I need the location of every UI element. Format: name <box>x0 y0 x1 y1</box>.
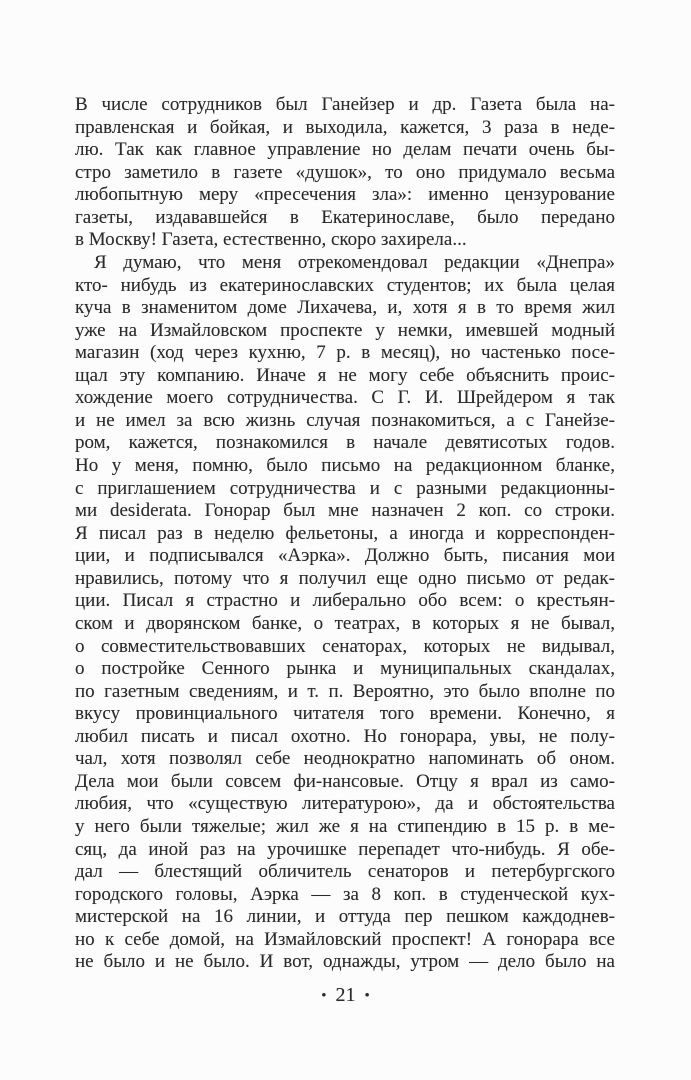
text-line: сяц, да иной раз на урочишке перепадет что-нибудь. Я обе- <box>75 838 615 860</box>
paragraph <box>75 94 615 252</box>
text-line: кто- нибудь из екатеринославских студентов; их была целая <box>75 274 615 296</box>
text-line: любия, что «существую литературою», да и обстоятельства <box>75 793 615 815</box>
text-line: ском и дворянском банке, о театрах, в которых я не бывал, <box>75 612 615 634</box>
text-line: магазин (ход через кухню, 7 р. в месяц), но частенько посе- <box>75 342 615 364</box>
text-line: вкусу провинциального читателя того времени. Конечно, я <box>75 703 615 725</box>
text-line: стро заметило в газете «душок», то оно придумало весьма <box>75 161 615 183</box>
text-line: газеты, издававшейся в Екатеринославе, было передано <box>75 206 615 228</box>
text-line: Я думаю, что меня отрекомендовал редакции «Днепра» <box>94 251 615 273</box>
text-line: дал — блестящий обличитель сенаторов и петербургского <box>75 861 615 883</box>
text-line: Я писал раз в неделю фельетоны, а иногда и корреспонден- <box>75 522 615 544</box>
text-line: о постройке Сенного рынка и муниципальных скандалах, <box>75 658 615 680</box>
text-line: чал, хотя позволял себе неоднократно напоминать об оном. <box>75 748 615 770</box>
text-line: любопытную меру «пресечения зла»: именно цензурование <box>75 184 615 206</box>
page-number-left-bullet: • <box>321 987 327 1004</box>
text-line: не было и не было. И вот, однажды, утром — дело было на <box>75 951 615 973</box>
paragraph <box>75 252 615 974</box>
page-number-right-bullet: • <box>364 987 370 1004</box>
text-line: Но у меня, помню, было письмо на редакционном бланке, <box>75 455 615 476</box>
page-number <box>0 984 691 1007</box>
text-line: ции, и подписывался «Аэрка». Должно быть, писания мои <box>75 545 615 567</box>
text-line: ции. Писал я страстно и либерально обо всем: о крестьян- <box>75 590 615 612</box>
text-line: нравились, потому что я получил еще одно письмо от редак- <box>75 567 615 589</box>
text-line: мистерской на 16 линии, и оттуда пер пешком каждоднев- <box>75 906 615 928</box>
text-line: В числе сотрудников был Ганейзер и др. Газета была на- <box>75 94 615 115</box>
text-line: и не имел за всю жизнь случая познакомиться, а с Ганейзе- <box>75 409 615 431</box>
text-line: ми desiderata. Гонорар был мне назначен 2 коп. со строки. <box>75 500 615 522</box>
text-line: щал эту компанию. Иначе я не могу себе объяснить проис- <box>75 364 615 386</box>
text-line: но к себе домой, на Измайловский проспект! А гонорара все <box>75 928 615 950</box>
text-line: с приглашением сотрудничества и с разными редакционны- <box>75 477 615 499</box>
page-text <box>75 94 615 974</box>
text-line: городского головы, Аэрка — за 8 коп. в студенческой кух- <box>75 883 615 905</box>
text-line: куча в знаменитом доме Лихачева, и, хотя я в то время жил <box>75 297 615 319</box>
page-number-value: 21 <box>335 984 356 1006</box>
text-line: лю. Так как главное управление но делам печати очень бы- <box>75 139 615 161</box>
text-line: правленская и бойкая, и выходила, кажется, 3 раза в неде- <box>75 116 615 138</box>
text-line: любил писать и писал охотно. Но гонорара, увы, не полу- <box>75 725 615 747</box>
text-line: о совместительствовавших сенаторах, которых не видывал, <box>75 635 615 657</box>
text-line: в Москву! Газета, естественно, скоро захирела... <box>75 229 467 251</box>
text-line: по газетным сведениям, и т. п. Вероятно, это было вполне по <box>75 680 615 702</box>
text-line: хождение моего сотрудничества. С Г. И. Шрейдером я так <box>75 387 615 409</box>
text-line: Дела мои были совсем фи-нансовые. Отцу я врал из само- <box>75 770 615 792</box>
text-line: ром, кажется, познакомился в начале девятисотых годов. <box>75 432 615 454</box>
text-line: уже на Измайловском проспекте у немки, имевшей модный <box>75 319 615 341</box>
text-line: у него были тяжелые; жил же я на стипендию в 15 р. в ме- <box>75 816 615 837</box>
